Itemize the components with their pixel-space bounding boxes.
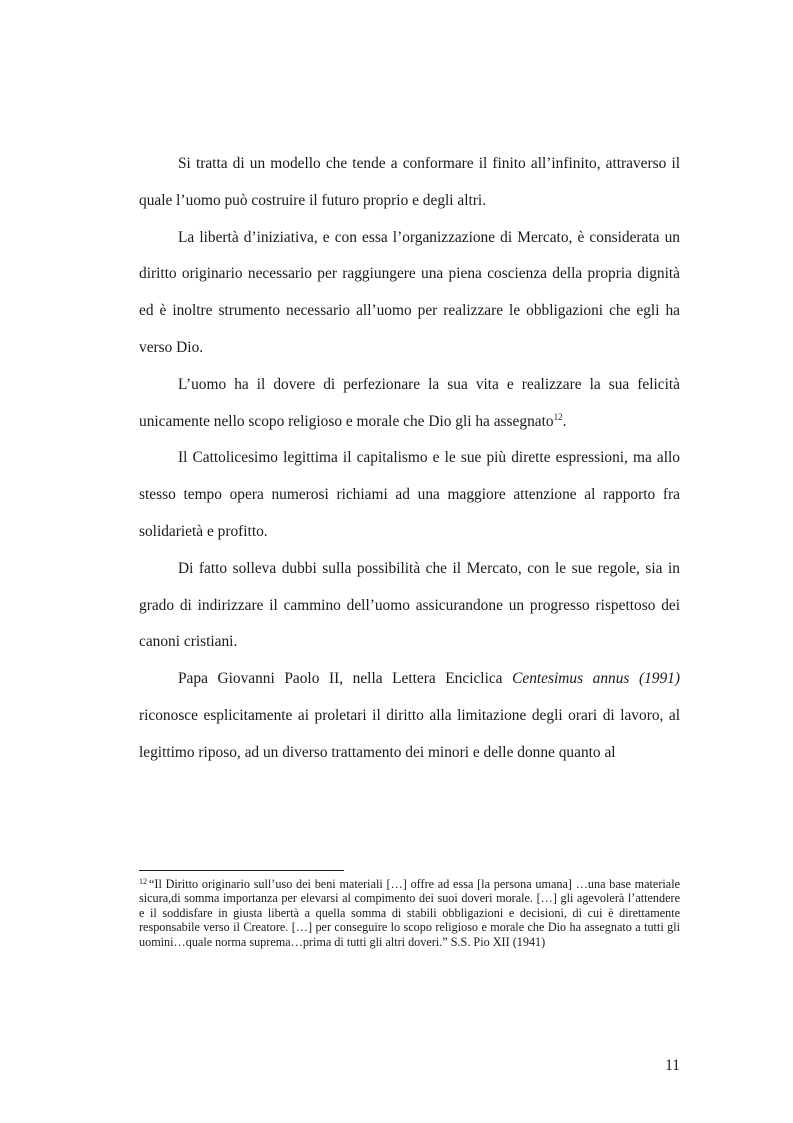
paragraph-2-text: La libertà d’iniziativa, e con essa l’organizzazione di Mercato, è considerata un diritto originario necessario per raggiungere una piena coscienza della propria dignità ed è inoltre strumento necessario all’uomo per realizzare le obbligazioni che egli ha verso Dio. [139,228,680,356]
paragraph-1 [139,146,680,220]
footnote-reference[interactable]: 12 [553,411,563,422]
page-number: 11 [665,1057,680,1074]
paragraph-3-end: . [562,412,567,430]
footnote-number: 12 [139,877,147,886]
paragraph-6-before: Papa Giovanni Paolo II, nella Lettera Enciclica [178,670,513,688]
paragraph-6 [139,661,680,771]
paragraph-2 [139,220,680,367]
paragraph-5-text: Di fatto solleva dubbi sulla possibilità che il Mercato, con le sue regole, sia in grado di indirizzare il cammino dell’uomo assicurandone un progresso rispettoso dei canoni cristiani. [139,559,680,651]
paragraph-3-text: L’uomo ha il dovere di perfezionare la sua vita e realizzare la sua felicità unicamente nello scopo religioso e morale che Dio gli ha assegnato [139,375,680,430]
body-text [139,146,680,772]
footnote-text: “Il Diritto originario sull’uso dei beni materiali […] offre ad essa [la persona umana] …una base materiale sicura,di somma importanza per elevarsi al compimento dei suoi doveri morale. […] gli agevolerà l’attendere e il soddisfare in giusta libertà a quella somma di stabili obbligazioni e decisioni, di cui è direttamente responsabile verso il Creatore. […] per conseguire lo scopo religioso e morale che Dio ha assegnato a tutti gli uomini…quale norma suprema…prima di tutti gli altri doveri.” S.S. Pio XII (1941) [139,877,680,949]
footnote [139,877,680,949]
footnote-separator [139,870,344,871]
paragraph-5 [139,551,680,661]
encyclical-title: Centesimus annus (1991) [512,670,681,688]
paragraph-4-text: Il Cattolicesimo legittima il capitalismo e le sue più dirette espressioni, ma allo stesso tempo opera numerosi richiami ad una maggiore attenzione al rapporto fra solidarietà e profitto. [139,449,680,540]
paragraph-4 [139,440,680,550]
paragraph-3 [139,367,680,441]
paragraph-1-text: Si tratta di un modello che tende a conformare il finito all’infinito, attraverso il quale l’uomo può costruire il futuro proprio e degli altri. [139,155,680,209]
paragraph-6-after: riconosce esplicitamente ai proletari il diritto alla limitazione degli orari di lavoro, al legittimo riposo, ad un diverso trattamento dei minori e delle donne quanto al [139,706,680,761]
